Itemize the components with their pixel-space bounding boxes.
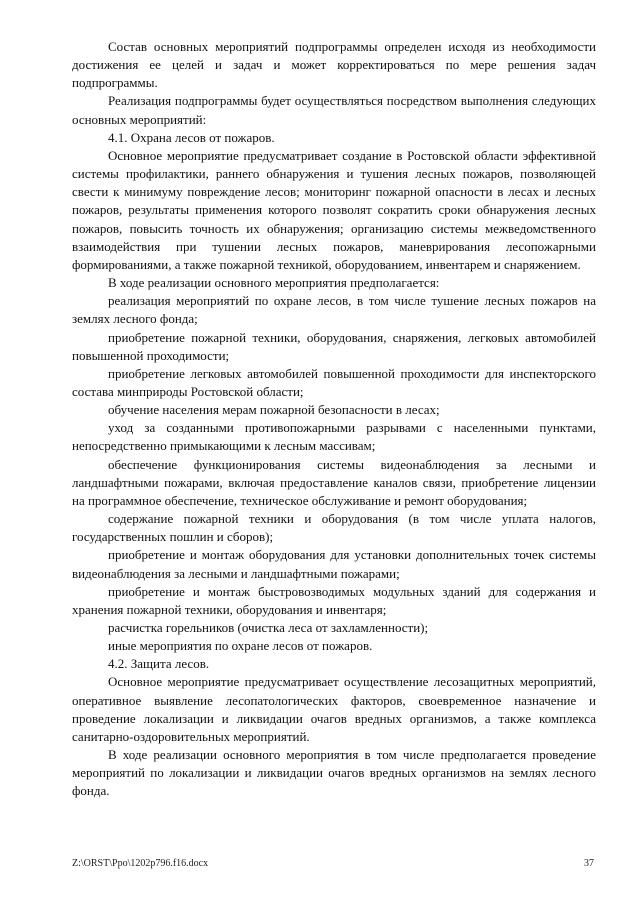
list-item: обучение населения мерам пожарной безопасности в лесах; (108, 402, 440, 418)
list-item: приобретение и монтаж оборудования для установки дополнительных точек системы видеонаблюдения за лесными и ландшафтными пожарами; (72, 547, 596, 581)
section-heading: 4.2. Защита лесов. (108, 656, 210, 672)
paragraph: В ходе реализации основного мероприятия предполагается: (108, 275, 440, 291)
paragraph: Реализация подпрограммы будет осуществляться посредством выполнения следующих основных мероприятий: (72, 93, 596, 127)
page-number: 37 (584, 858, 594, 869)
list-item: приобретение и монтаж быстровозводимых модульных зданий для содержания и хранения пожарной техники, оборудования и инвентаря; (72, 583, 596, 617)
paragraph: В ходе реализации основного мероприятия в том числе предполагается проведение мероприятий по локализации и ликвидации очагов вредных организмов на землях лесного фонда. (72, 747, 596, 799)
paragraph: Состав основных мероприятий подпрограммы определен исходя из необходимости достижения ее целей и задач и может корректироваться по мере решения задач подпрограммы. (72, 39, 596, 91)
paragraph: Основное мероприятие предусматривает осуществление лесозащитных мероприятий, оперативное выявление лесопатологических факторов, своевременное назначение и проведение локализации и ликвидации очагов вредных организмов, а также комплекса санитарно-оздоровительных мероприятий. (72, 674, 596, 744)
list-item: приобретение пожарной техники, оборудования, снаряжения, легковых автомобилей повышенной проходимости; (72, 329, 596, 363)
document-body (72, 38, 596, 801)
list-item: приобретение легковых автомобилей повышенной проходимости для инспекторского состава минприроды Ростовской области; (72, 365, 596, 399)
footer-file-path: Z:\ORST\Ppo\1202p796.f16.docx (72, 858, 209, 869)
list-item: содержание пожарной техники и оборудования (в том числе уплата налогов, государственных пошлин и сборов); (72, 511, 596, 545)
section-heading: 4.1. Охрана лесов от пожаров. (108, 129, 275, 145)
list-item: обеспечение функционирования системы видеонаблюдения за лесными и ландшафтными пожарами, включая предоставление каналов связи, приобретение лицензии на программное обеспечение, техническое обслуживание и ремонт оборудования; (72, 456, 596, 508)
list-item: иные мероприятия по охране лесов от пожаров. (108, 638, 373, 654)
list-item: расчистка горельников (очистка леса от захламленности); (108, 620, 429, 635)
list-item: уход за созданными противопожарными разрывами с населенными пунктами, непосредственно примыкающими к лесным массивам; (72, 420, 596, 454)
list-item: реализация мероприятий по охране лесов, в том числе тушение лесных пожаров на землях лесного фонда; (72, 293, 596, 327)
paragraph: Основное мероприятие предусматривает создание в Ростовской области эффективной системы профилактики, раннего обнаружения и тушения лесных пожаров, позволяющей свести к минимуму повреждение лесов; мониторинг пожарной опасности в лесах и лесных пожаров, результаты применения которого позволят сократить сроки обнаружения лесных пожаров, повысить точность их обнаружения; организацию системы межведомственного взаимодействия при тушении лесных пожаров, маневрирования лесопожарными формированиями, а также пожарной техникой, оборудованием, инвентарем и снаряжением. (72, 147, 596, 272)
